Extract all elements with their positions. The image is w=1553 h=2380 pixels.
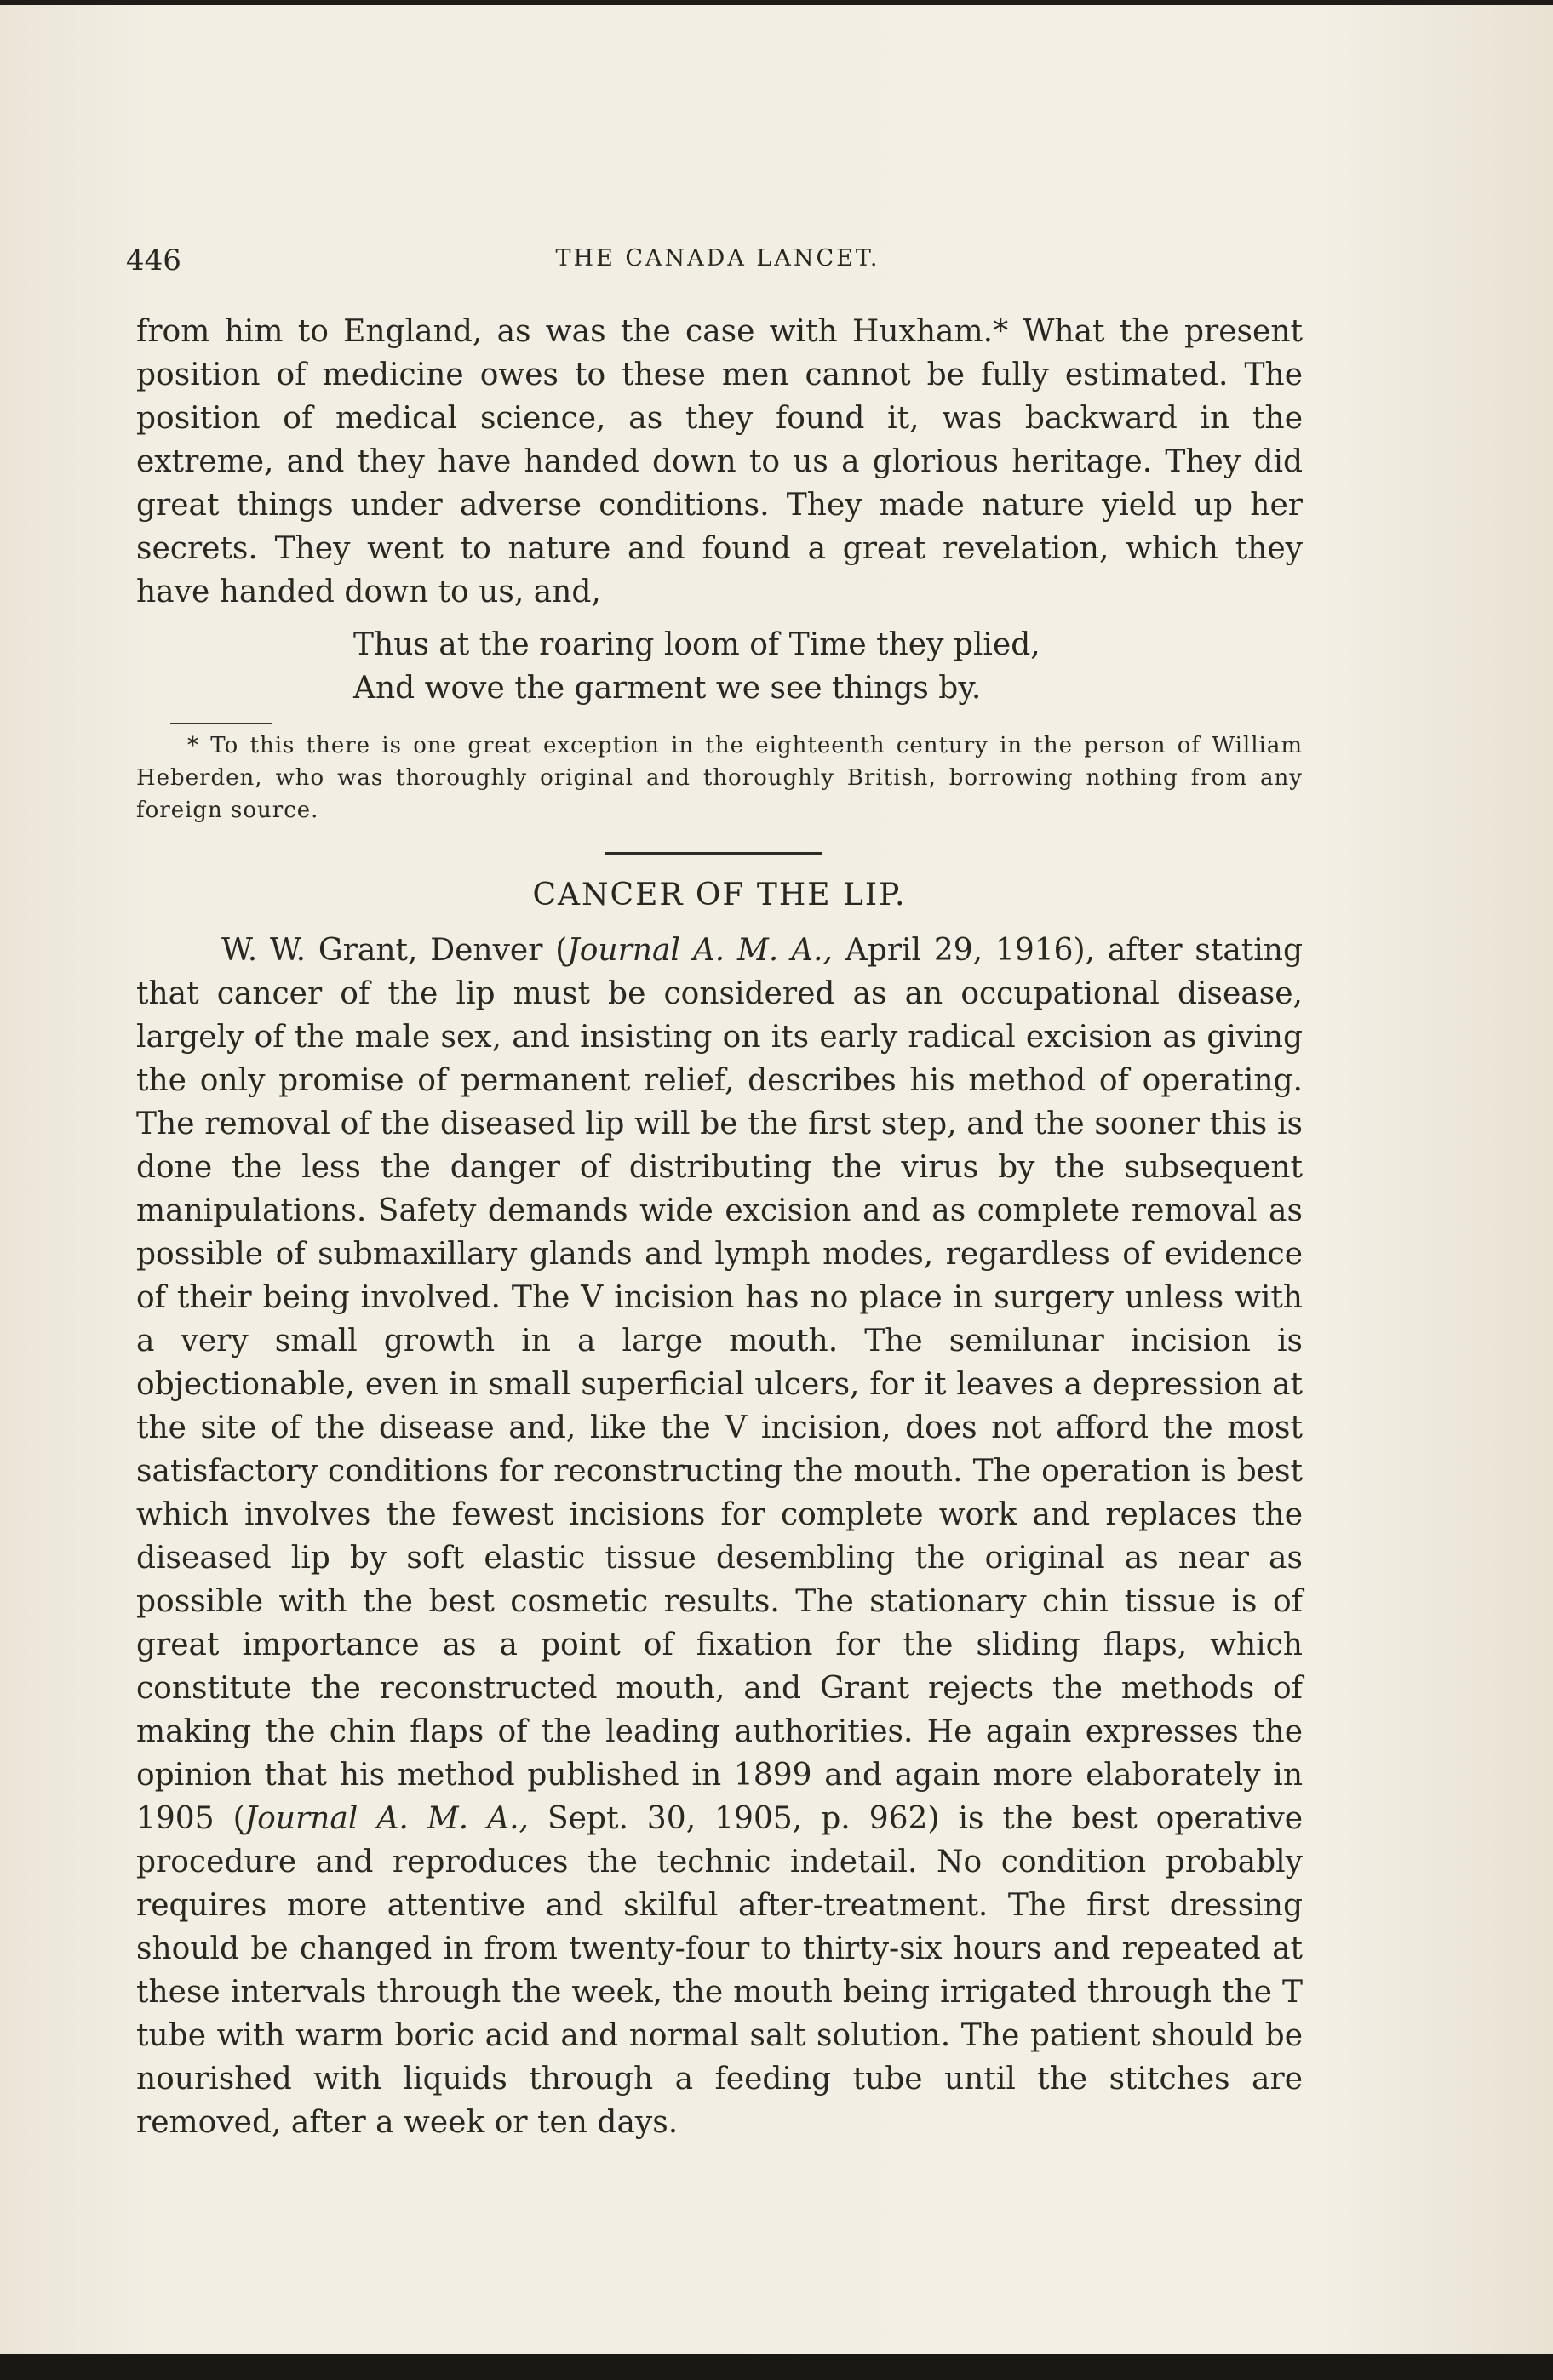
footnote-divider (170, 723, 272, 724)
running-head (126, 243, 1309, 277)
article-text: April 29, 1916), after stating that cancer of the lip must be considered as an occupational disease, largely of the male sex, and insisting on its early radical excision as giving the only promise of permanent relief, describes his method of operating. The removal of the diseased lip will be the first step, and the sooner this is done the less the danger of distributing the virus by the subsequent manipulations. Safety demands wide excision and as complete removal as possible of submaxillary glands and lymph modes, regardless of evidence of their being involved. The V incision has no place in surgery unless with a very small growth in a large mouth. The semilunar incision is objectionable, even in small superficial ulcers, for it leaves a depression at the site of the disease and, like the V incision, does not afford the most satisfactory conditions for reconstructing the mouth. The operation is best which involves the fewest incisions for complete work and replaces the diseased lip by soft elastic tissue desembling the original as near as possible with the best cosmetic results. The stationary chin tissue is of great importance as a point of fixation for the sliding flaps, which constitute the reconstructed mouth, and Grant rejects the methods of making the chin flaps of the leading authorities. He again expresses the opinion that his method published in 1899 and again more elaborately in 1905 ( (136, 933, 1303, 1836)
verse-line: And wove the garment we see things by. (353, 671, 982, 706)
journal-name: THE CANADA LANCET. (555, 245, 880, 272)
article-title: CANCER OF THE LIP. (532, 878, 907, 913)
article-body (136, 929, 1303, 2144)
article-text: Sept. 30, 1905, p. 962) is the best operative procedure and reproduces the technic indetail. No condition probably requires more attentive and skilful after-treatment. The first dressing should be changed in from twenty-four to thirty-six hours and repeated at these intervals through the week, the mouth being irrigated through the T tube with warm boric acid and normal salt solution. The patient should be nourished with liquids through a feeding tube until the stitches are removed, after a week or ten days. (136, 1801, 1304, 2140)
section-divider (605, 852, 822, 855)
journal-page (0, 5, 1553, 2354)
intro-paragraph: from him to England, as was the case with Huxham.* What the present position of medicine owes to these men cannot be fully estimated. The position of medical science, as they found it, was backward in the extreme, and they have handed down to us a glorious heritage. They did great things under adverse conditions. They made nature yield up her secrets. They went to nature and found a great revelation, which they have handed down to us, and, (136, 314, 1303, 609)
journal-citation: Journal A. M. A., (567, 933, 833, 968)
verse-line: Thus at the roaring loom of Time they plied, (353, 627, 1040, 662)
verse-quote (353, 623, 1040, 710)
footnote: * To this there is one great exception in the eighteenth century in the person of William Heberden, who was thoroughly original and thoroughly British, borrowing nothing from any foreign source. (136, 733, 1303, 823)
scan-edge (0, 2354, 1553, 2380)
journal-citation: Journal A. M. A., (244, 1801, 529, 1836)
page-number: 446 (126, 243, 181, 277)
article-text: W. W. Grant, Denver ( (221, 933, 568, 968)
